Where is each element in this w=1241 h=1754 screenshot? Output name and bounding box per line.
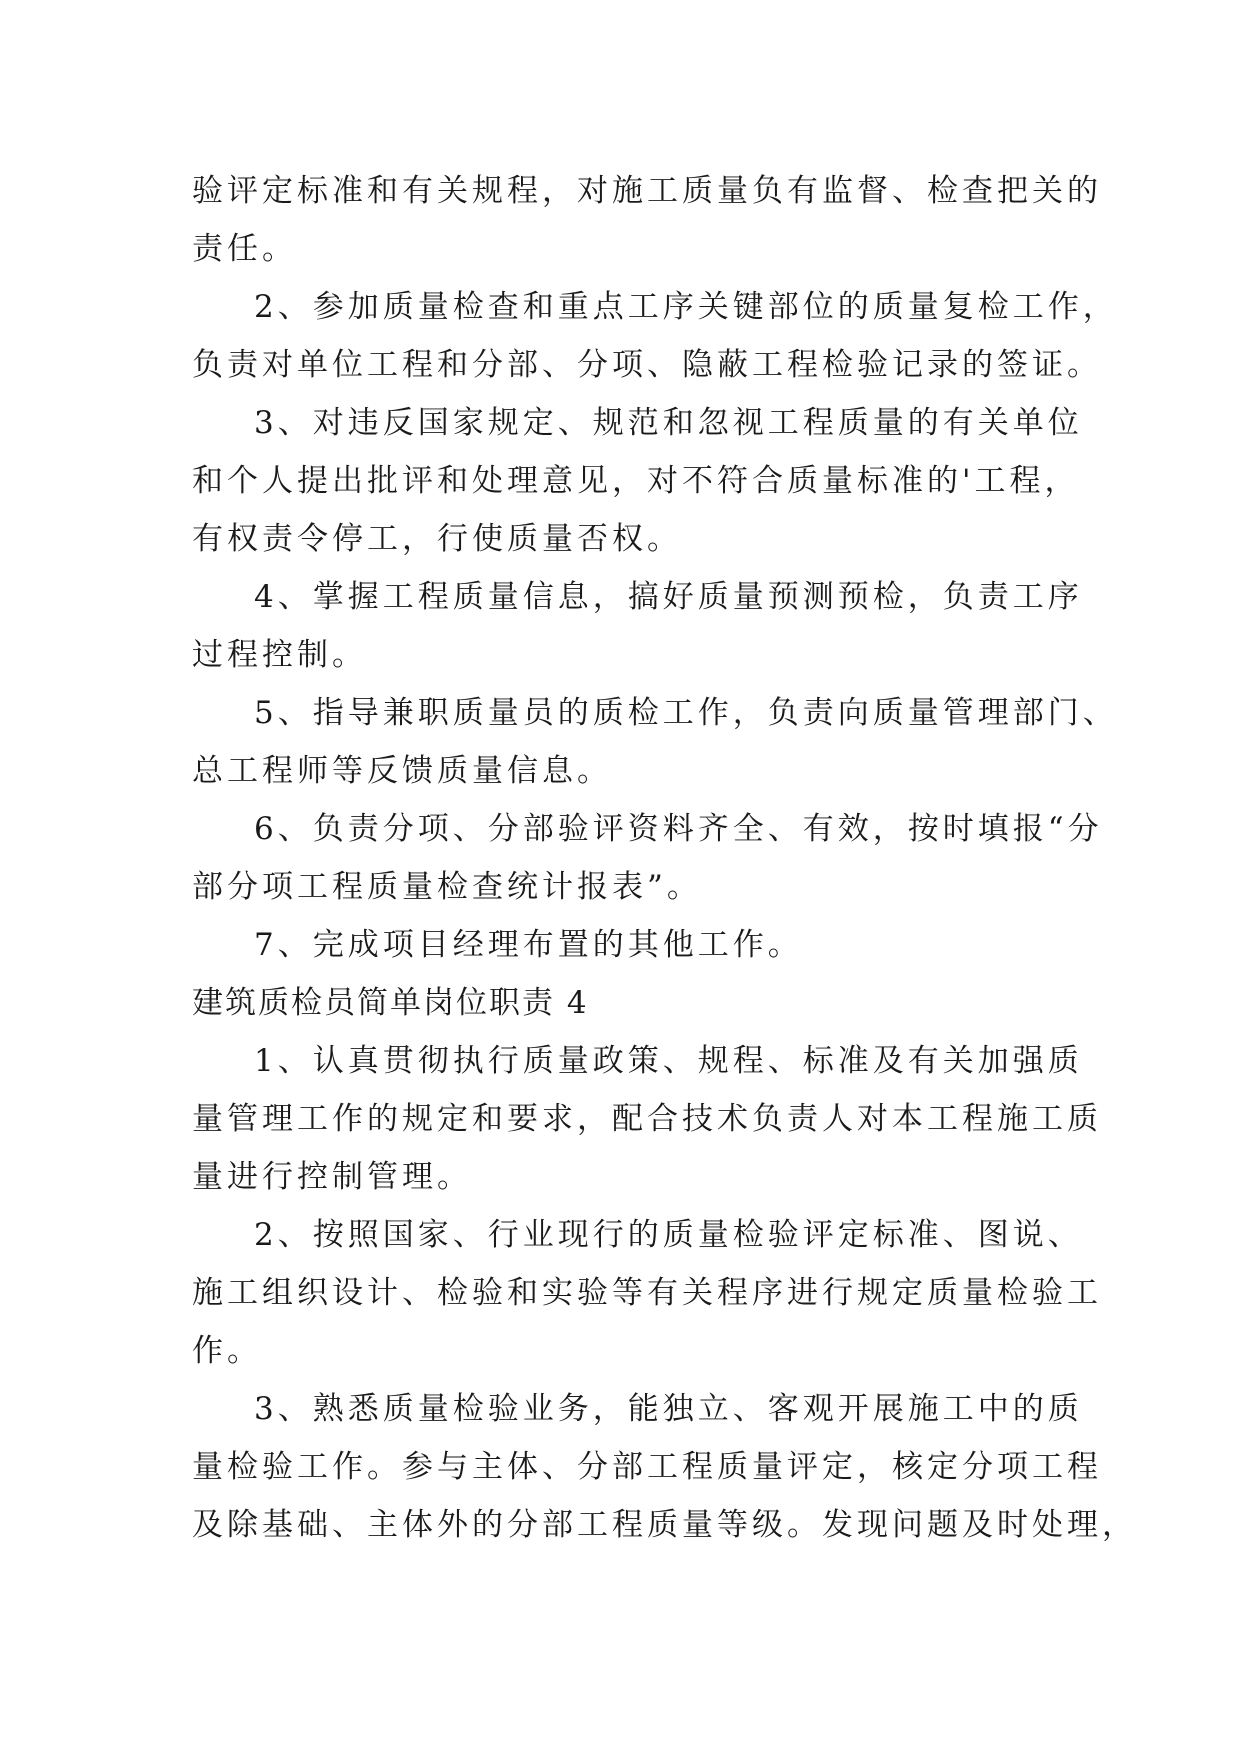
text-line: 3、熟悉质量检验业务，能独立、客观开展施工中的质: [254, 1391, 1083, 1427]
text-line: 5、指导兼职质量员的质检工作，负责向质量管理部门、: [254, 695, 1118, 731]
text-line: 量检验工作。参与主体、分部工程质量评定，核定分项工程: [192, 1449, 1102, 1485]
text-line: 3、对违反国家规定、规范和忽视工程质量的有关单位: [254, 405, 1083, 441]
text-line: 6、负责分项、分部验评资料齐全、有效，按时填报“分: [254, 811, 1103, 847]
text-line: 责任。: [192, 231, 297, 267]
text-line: 过程控制。: [192, 637, 367, 673]
text-line: 验评定标准和有关规程，对施工质量负有监督、检查把关的: [192, 173, 1102, 209]
text-line: 部分项工程质量检查统计报表”。: [192, 869, 702, 905]
text-line: 施工组织设计、检验和实验等有关程序进行规定质量检验工: [192, 1275, 1102, 1311]
text-line: 2、参加质量检查和重点工序关键部位的质量复检工作，: [254, 289, 1118, 325]
text-line: 7、完成项目经理布置的其他工作。: [254, 927, 803, 963]
text-line: 及除基础、主体外的分部工程质量等级。发现问题及时处理，: [192, 1507, 1137, 1543]
text-line: 和个人提出批评和处理意见，对不符合质量标准的'工程，: [192, 463, 1080, 499]
text-line: 4、掌握工程质量信息，搞好质量预测预检，负责工序: [254, 579, 1083, 615]
section-heading: 建筑质检员简单岗位职责 4: [192, 985, 589, 1021]
text-line: 作。: [192, 1333, 262, 1369]
text-line: 1、认真贯彻执行质量政策、规程、标准及有关加强质: [254, 1043, 1083, 1079]
text-line: 负责对单位工程和分部、分项、隐蔽工程检验记录的签证。: [192, 347, 1102, 383]
text-line: 量进行控制管理。: [192, 1159, 472, 1195]
text-line: 量管理工作的规定和要求，配合技术负责人对本工程施工质: [192, 1101, 1102, 1137]
text-line: 有权责令停工，行使质量否权。: [192, 521, 682, 557]
text-line: 总工程师等反馈质量信息。: [192, 753, 612, 789]
text-line: 2、按照国家、行业现行的质量检验评定标准、图说、: [254, 1217, 1083, 1253]
document-body: [192, 162, 1137, 1554]
